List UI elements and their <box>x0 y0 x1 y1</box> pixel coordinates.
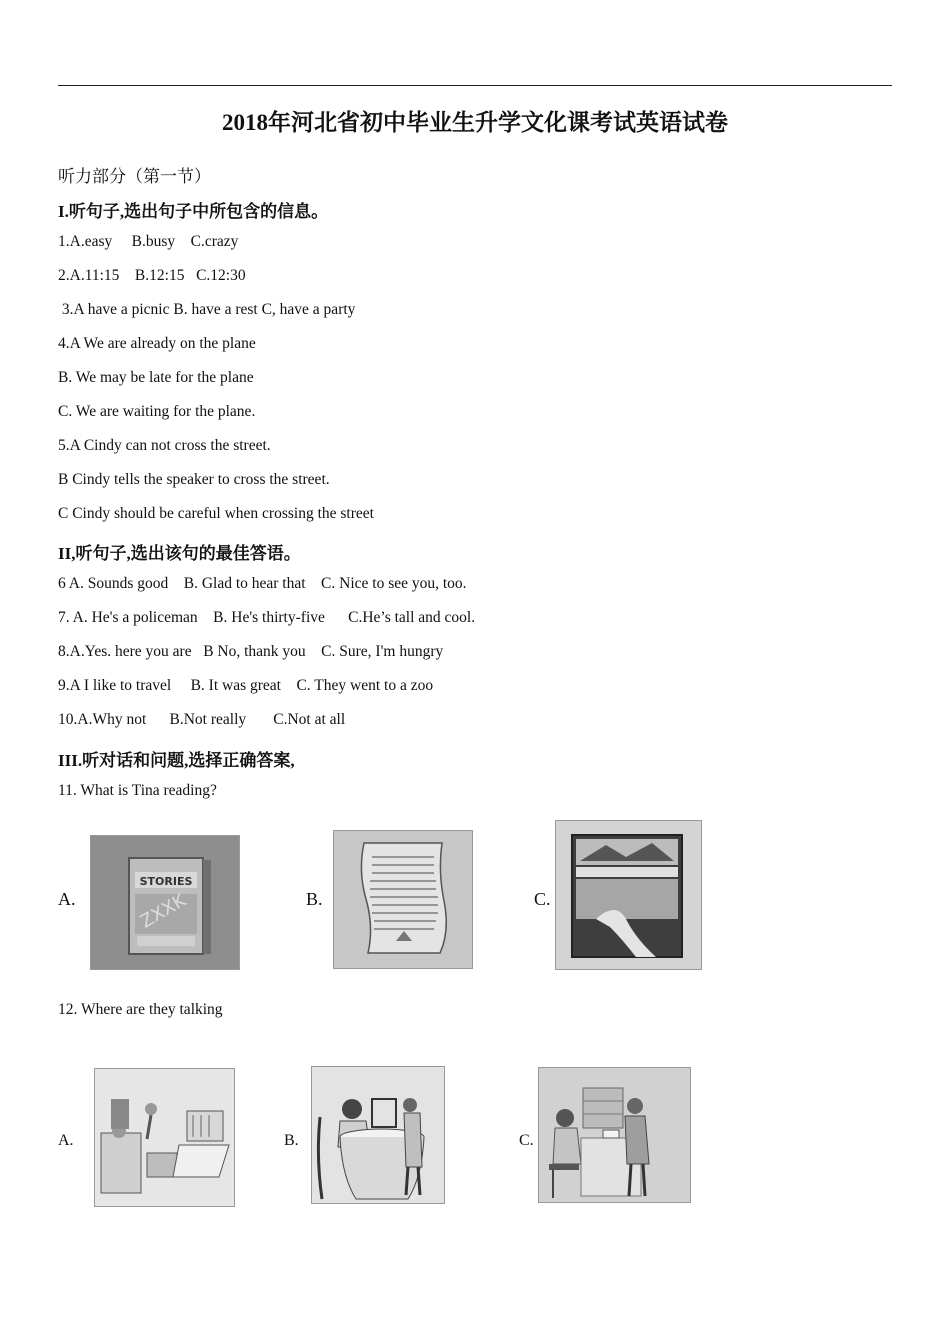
part2-line: 10.A.Why not B.Not really C.Not at all <box>58 711 346 728</box>
part2-line: 9.A I like to travel B. It was great C. They went to a zoo <box>58 677 434 694</box>
part3-heading: III.听对话和问题,选择正确答案, <box>58 751 295 770</box>
header-rule <box>58 85 892 86</box>
q12-restaurant-image <box>311 1066 445 1204</box>
part1-line: C Cindy should be careful when crossing the street <box>58 505 374 522</box>
q12-livingroom-image <box>94 1068 235 1207</box>
page-title: 2018年河北省初中毕业生升学文化课考试英语试卷 <box>222 110 728 135</box>
part1-heading: I.听句子,选出句子中所包含的信息。 <box>58 202 329 221</box>
question-11: 11. What is Tina reading? <box>58 782 217 799</box>
part1-line: B. We may be late for the plane <box>58 369 254 386</box>
q12-option-c-label: C. <box>519 1132 534 1149</box>
part2-line: 7. A. He's a policeman B. He's thirty-five C.He’s tall and cool. <box>58 609 476 626</box>
q12-office-image <box>538 1067 691 1203</box>
q11-option-b-label: B. <box>306 889 323 909</box>
q11-book-image <box>90 835 240 970</box>
part1-line: 4.A We are already on the plane <box>58 335 256 352</box>
q11-letter-image <box>333 830 473 969</box>
book-title-text: STORIES <box>139 875 193 888</box>
watermark-text: ZXXK <box>136 889 190 933</box>
q11-option-c-label: C. <box>534 889 551 909</box>
part1-line: 5.A Cindy can not cross the street. <box>58 437 271 454</box>
part1-line: 3.A have a picnic B. have a rest C, have a party <box>58 301 356 318</box>
q12-option-a-label: A. <box>58 1132 74 1149</box>
section-label: 听力部分（第一节） <box>58 167 211 186</box>
q11-magazine-image <box>555 820 702 970</box>
part1-line: B Cindy tells the speaker to cross the street. <box>58 471 330 488</box>
part1-line: 2.A.11:15 B.12:15 C.12:30 <box>58 267 246 284</box>
q12-option-b-label: B. <box>284 1132 299 1149</box>
question-12: 12. Where are they talking <box>58 1001 223 1018</box>
part2-line: 8.A.Yes. here you are B No, thank you C. Sure, I'm hungry <box>58 643 444 660</box>
part1-line: 1.A.easy B.busy C.crazy <box>58 233 239 250</box>
q11-option-a-label: A. <box>58 889 76 909</box>
part2-heading: II,听句子,选出该句的最佳答语。 <box>58 544 301 563</box>
part2-line: 6 A. Sounds good B. Glad to hear that C. Nice to see you, too. <box>58 575 467 592</box>
part1-line: C. We are waiting for the plane. <box>58 403 256 420</box>
